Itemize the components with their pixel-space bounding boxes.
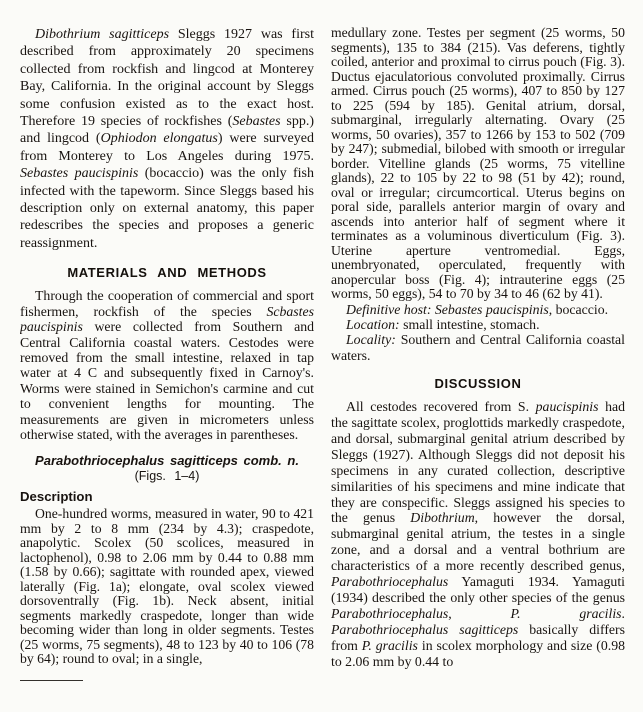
italic-text: Scbastes paucispinis bbox=[20, 303, 314, 335]
text-run: spp.) and lingcod ( bbox=[20, 114, 314, 147]
text-run: in scolex morphology and size (0.98 to 2.06 mm by 0.44 to bbox=[331, 637, 625, 669]
text-run: (bocaccio) was the only fish infected with the tapeworm. Since Sleggs based his description only on external anatomy, this paper redescribes the species and proposes a generic reassignment. bbox=[20, 166, 314, 251]
text-run: Through the cooperation of commercial and sport fishermen, rockfish of the species bbox=[20, 288, 314, 319]
paragraph bbox=[331, 26, 625, 302]
italic-text: Dibothrium sagitticeps bbox=[35, 27, 170, 42]
text-run: . bbox=[621, 605, 625, 621]
text-run: All cestodes recovered from S. bbox=[346, 399, 536, 415]
footnote-rule bbox=[20, 680, 83, 681]
italic-text: Definitive host: bbox=[346, 301, 432, 317]
text-run: medullary zone. Testes per segment (25 worms, 50 segments), 135 to 384 (215). Vas deferens, tightly coiled, anterior and proximal to cirrus pouch (Fig. 3). Ductus ejaculatorious convoluted proximally. Cirrus armed. Cirrus pouch (25 worms), 407 to 850 by 127 to 225 (594 by 185). Genital atrium, dorsal, submarginal, irregularly alternating. Ovary (25 worms, 50 ovaries), 357 to 1266 by 153 to 502 (709 by 247); submedial, bilobed with smooth or irregular border. Vitelline glands (25 worms, 75 vitelline glands), 22 to 105 by 22 to 98 (51 by 42); round, oval or irregular; circumcortical. Uterus begins on poral side, parallels anterior margin of ovary and ascends into anterior half of segment where it terminates as a voluminous diverticulum (Fig. 3). Uterine aperture ventromedial. Eggs, unembryonated, operculated, frequently with anopercular boss (Fig. 4); intrauterine eggs (25 worms, 50 eggs), 54 to 70 by 34 to 46 (62 by 41). bbox=[331, 26, 625, 301]
italic-text: Sebastes paucispinis bbox=[434, 301, 549, 317]
paragraph bbox=[331, 317, 625, 332]
italic-text: Dibothrium bbox=[410, 510, 475, 526]
text-run: ) were surveyed from Monterey to Los Angeles during 1975. bbox=[20, 131, 314, 164]
section-heading-materials-and-methods: MATERIALS AND METHODS bbox=[67, 265, 267, 281]
text-run: had the sagittate scolex, proglottids markedly craspedote, and dorsal, submarginal genital atrium described by Sleggs (1927). Although Sleggs did not deposit his specimens in any curated collection, descriptive similarities of his specimens and mine indicate that they are conspecific. Sleggs assigned his species to the genus bbox=[331, 399, 625, 526]
text-run: Sleggs 1927 was first described from approximately 20 specimens collected from rockfish and lingcod at Monterey Bay, California. In the original account by Sleggs some confusion existed as to the exact host. Therefore 19 species of rockfishes ( bbox=[20, 27, 314, 130]
italic-text: paucispinis bbox=[535, 399, 599, 415]
italic-text: Sebastes paucispinis bbox=[20, 166, 139, 182]
column-left bbox=[20, 26, 314, 712]
subheading-description: Description bbox=[20, 489, 93, 505]
text-run: were collected from Southern and Central California coastal waters. Cestodes were removed from the small intestine, relaxed in tap water at 4 C and subsequently fixed in Carnoy's. Worms were stained in Semichon's carmine and cut to convenient lengths for mounting. The measurements are given in micrometers unless otherwise stated, with the averages in parentheses. bbox=[20, 319, 314, 442]
paragraph bbox=[331, 332, 625, 363]
text-run: , bbox=[448, 605, 511, 621]
paragraph bbox=[331, 399, 625, 669]
text-run: One-hundred worms, measured in water, 90 to 421 mm by 2 to 8 mm (234 by 4.3); craspedote, anapolytic. Scolex (50 scolices, measured in lactophenol), 0.98 to 2.06 mm by 0.44 to 0.88 mm (1.58 by 0.66); sagittate with rounded apex, viewed laterally (Fig. 1a); elongate, oval scolex viewed dorsoventrally (Fig. 1b). Neck absent, initial segments markedly craspedote, longer than wide becoming wider than long in older segments. Testes (25 worms, 75 segments), 48 to 123 by 40 to 106 (78 by 64); round to oval; in a single, bbox=[20, 506, 314, 667]
text-run: small intestine, stomach. bbox=[399, 316, 540, 332]
species-heading: Parabothriocephalus sagitticeps comb. n. bbox=[35, 453, 299, 469]
italic-text: Sebastes bbox=[232, 114, 281, 130]
column-right bbox=[331, 26, 625, 712]
figures-reference: (Figs. 1–4) bbox=[134, 469, 200, 484]
italic-text: Locality: bbox=[346, 332, 396, 348]
italic-text: Parabothriocephalus bbox=[331, 574, 449, 590]
italic-text: Ophiodon elongatus bbox=[100, 131, 218, 147]
paragraph bbox=[20, 26, 314, 252]
italic-text: P. gracilis bbox=[361, 637, 418, 653]
text-run: basically differs from bbox=[331, 621, 625, 653]
italic-text: Parabothriocephalus bbox=[331, 605, 449, 621]
text-run: Yamaguti 1934. Yamaguti (1934) described the only other species of the genus bbox=[331, 574, 625, 605]
text-run: , bocaccio. bbox=[548, 301, 609, 317]
text-run: , however the dorsal, submarginal genital atrium, the testes in a single zone, and a dorsal and a ventral bothrium are characteristics of a more recently described genus, bbox=[331, 510, 625, 574]
italic-text: Location: bbox=[346, 316, 400, 332]
italic-text: Parabothriocephalus sagitticeps bbox=[331, 621, 519, 637]
paragraph bbox=[331, 302, 625, 317]
paragraph bbox=[20, 507, 314, 667]
section-heading-discussion: DISCUSSION bbox=[434, 376, 522, 392]
paragraph bbox=[20, 288, 314, 442]
text-run: Southern and Central California coastal waters. bbox=[331, 332, 625, 363]
italic-text: P. gracilis bbox=[510, 605, 622, 621]
